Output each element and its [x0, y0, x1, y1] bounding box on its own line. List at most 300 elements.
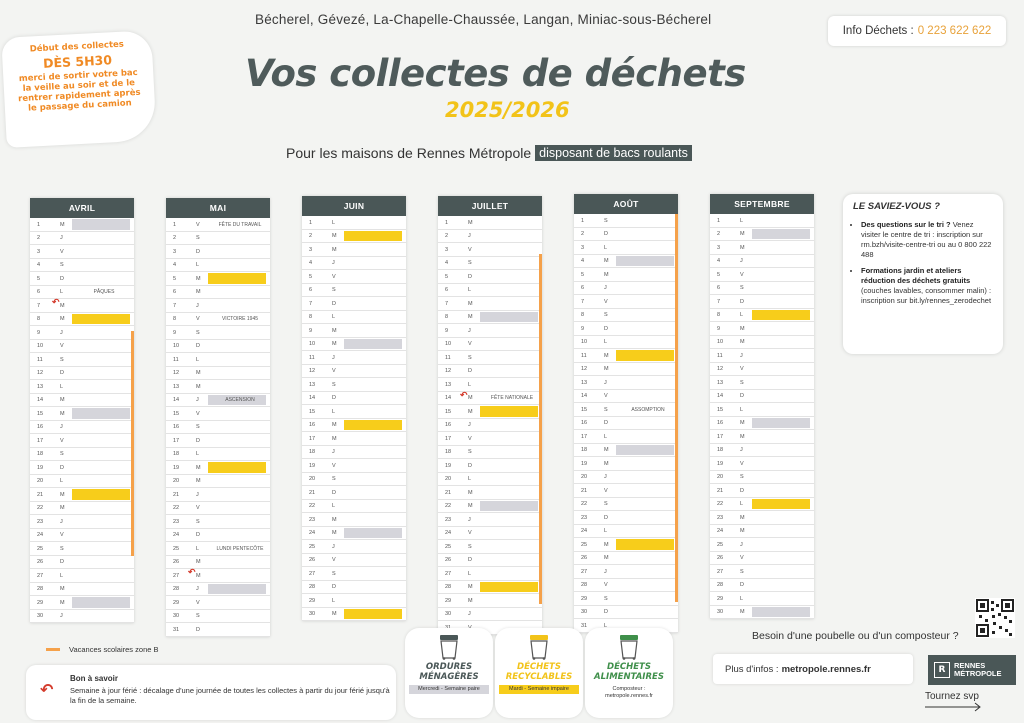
day-number: 17 [37, 437, 44, 444]
weekday-letter: V [196, 316, 200, 322]
day-number: 25 [581, 541, 588, 548]
day-row [302, 297, 406, 311]
month-column [574, 194, 678, 633]
info-label: Info Déchets : [842, 25, 914, 37]
weekday-letter: D [60, 370, 64, 376]
weekday-letter: L [604, 622, 608, 629]
day-number: 14 [37, 397, 44, 403]
day-row [302, 473, 406, 487]
day-row [166, 380, 270, 394]
day-number: 20 [173, 478, 180, 484]
info-phone[interactable]: 0 223 622 622 [917, 25, 992, 37]
day-number: 4 [173, 262, 177, 268]
day-row [438, 378, 542, 392]
day-row [438, 297, 542, 311]
weekday-letter: D [196, 437, 200, 444]
weekday-letter: D [604, 325, 608, 332]
weekday-letter: M [60, 599, 65, 606]
day-row [166, 434, 270, 448]
day-row [30, 596, 134, 610]
recyclables-collection-mark [344, 609, 402, 620]
weekday-letter: J [196, 586, 199, 592]
day-row [438, 405, 542, 419]
day-number: 29 [581, 595, 588, 602]
school-holiday-bar [131, 331, 134, 556]
day-rows [302, 216, 406, 621]
ordures-collection-mark [480, 501, 538, 512]
weekday-letter: D [196, 626, 200, 633]
day-row [438, 594, 542, 608]
weekday-letter: V [196, 221, 200, 228]
day-number: 2 [309, 233, 313, 239]
weekday-letter: M [196, 383, 201, 390]
day-row [30, 610, 134, 624]
weekday-letter: L [604, 244, 608, 251]
day-row [574, 403, 678, 417]
day-number: 17 [309, 435, 316, 442]
day-number: 3 [309, 246, 313, 253]
day-row [438, 608, 542, 622]
weekday-letter: S [604, 406, 608, 413]
day-number: 24 [445, 530, 452, 536]
day-row [438, 230, 542, 244]
weekday-letter: L [60, 289, 64, 295]
month-header: SEPTEMBRE [710, 194, 814, 214]
weekday-letter: M [468, 408, 473, 415]
info-dechets-box [828, 16, 1006, 46]
day-number: 28 [173, 586, 180, 592]
month-column [30, 198, 134, 623]
weekday-letter: L [468, 287, 472, 293]
bin-schedule: Mardi - Semaine impaire [499, 685, 579, 694]
day-row [30, 286, 134, 300]
day-row [30, 313, 134, 327]
day-number: 29 [37, 599, 44, 606]
recyclables-collection-mark [616, 350, 674, 361]
weekday-letter: M [332, 327, 337, 334]
day-row [302, 608, 406, 622]
day-number: 12 [581, 366, 588, 372]
weekday-letter: M [60, 410, 65, 417]
weekday-letter: L [196, 545, 200, 552]
weekday-letter: J [196, 491, 199, 498]
saviez-item2-text: (couches lavables, consommer malin) : inscription sur bit.ly/rennes_zerodechet [861, 286, 992, 305]
day-row [574, 457, 678, 471]
plus-infos-label: Plus d'infos : [725, 663, 779, 675]
logo-mark-icon: R [934, 662, 950, 678]
day-number: 6 [445, 287, 449, 293]
weekday-letter: J [60, 424, 63, 430]
weekday-letter: M [604, 352, 609, 359]
weekday-letter: M [196, 275, 201, 282]
day-number: 29 [717, 595, 724, 602]
weekday-letter: D [196, 248, 200, 255]
weekday-letter: M [196, 572, 201, 579]
day-number: 28 [717, 582, 724, 588]
day-number: 13 [581, 379, 588, 386]
day-row [438, 257, 542, 271]
day-number: 17 [445, 435, 452, 442]
day-row [710, 538, 814, 552]
day-number: 12 [445, 368, 452, 374]
weekday-letter: J [332, 449, 335, 455]
weekday-letter: S [468, 543, 472, 550]
day-number: 22 [717, 501, 724, 507]
plus-infos-link[interactable]: metropole.rennes.fr [781, 663, 871, 675]
day-row [574, 538, 678, 552]
weekday-letter: D [468, 462, 472, 469]
day-row [438, 365, 542, 379]
weekday-letter: V [740, 555, 744, 561]
day-row [166, 475, 270, 489]
day-number: 23 [37, 518, 44, 525]
day-number: 16 [309, 422, 316, 428]
day-row [166, 556, 270, 570]
day-row [30, 272, 134, 286]
day-row [574, 430, 678, 444]
day-row [574, 390, 678, 404]
day-row [574, 498, 678, 512]
weekday-letter: J [468, 327, 471, 334]
weekday-letter: M [740, 339, 745, 345]
day-row [438, 311, 542, 325]
weekday-letter: J [468, 516, 471, 523]
weekday-letter: M [604, 366, 609, 372]
day-number: 4 [445, 260, 449, 266]
day-row [166, 313, 270, 327]
day-number: 30 [37, 613, 44, 619]
weekday-letter: D [468, 368, 472, 374]
weekday-letter: V [196, 410, 200, 417]
day-row [438, 581, 542, 595]
day-number: 29 [173, 599, 180, 606]
day-row [302, 500, 406, 514]
day-number: 16 [717, 420, 724, 426]
weekday-letter: S [60, 356, 64, 363]
weekday-letter: M [60, 302, 65, 309]
day-number: 11 [581, 352, 587, 359]
weekday-letter: V [60, 437, 64, 444]
weekday-letter: D [604, 420, 608, 426]
day-number: 7 [717, 298, 721, 305]
day-number: 28 [37, 586, 44, 592]
weekday-letter: J [332, 543, 335, 550]
day-number: 5 [445, 273, 449, 280]
day-row [166, 529, 270, 543]
day-row [574, 471, 678, 485]
day-row [438, 419, 542, 433]
day-row [166, 583, 270, 597]
day-number: 10 [445, 341, 452, 347]
day-number: 25 [717, 541, 724, 548]
day-number: 25 [173, 545, 180, 552]
weekday-letter: S [332, 287, 336, 293]
day-row [710, 363, 814, 377]
weekday-letter: S [604, 595, 608, 602]
day-number: 25 [37, 545, 44, 552]
day-number: 14 [445, 395, 452, 401]
day-number: 4 [717, 258, 721, 264]
day-row [710, 268, 814, 282]
day-row [166, 245, 270, 259]
recyclables-collection-mark [208, 462, 266, 473]
weekday-letter: D [332, 584, 336, 590]
weekday-letter: L [196, 262, 200, 268]
subtitle-highlight: disposant de bacs roulants [535, 145, 692, 161]
day-number: 7 [581, 298, 585, 305]
weekday-letter: S [60, 545, 64, 552]
day-number: 8 [37, 316, 41, 322]
ordures-collection-mark [752, 229, 810, 240]
weekday-letter: S [196, 613, 200, 619]
weekday-letter: M [332, 341, 337, 347]
day-number: 7 [37, 302, 41, 309]
day-row [438, 351, 542, 365]
day-row [302, 243, 406, 257]
day-row [30, 475, 134, 489]
day-number: 15 [445, 408, 452, 415]
day-number: 8 [173, 316, 177, 322]
day-row [30, 448, 134, 462]
day-row [166, 515, 270, 529]
day-number: 22 [173, 505, 180, 511]
day-row [438, 338, 542, 352]
day-number: 31 [173, 626, 180, 633]
day-number: 6 [173, 289, 177, 295]
weekday-letter: S [740, 568, 744, 575]
day-number: 16 [445, 422, 452, 428]
weekday-letter: D [332, 395, 336, 401]
day-number: 18 [581, 447, 588, 453]
bin-title: DÉCHETS RECYCLABLES [505, 662, 573, 682]
day-row [30, 556, 134, 570]
weekday-letter: V [332, 273, 336, 280]
day-row [302, 513, 406, 527]
day-number: 16 [173, 424, 180, 430]
day-row [302, 324, 406, 338]
ordures-collection-mark [72, 408, 130, 419]
day-row [438, 284, 542, 298]
day-row [710, 511, 814, 525]
month-header: JUILLET [438, 196, 542, 216]
weekday-letter: D [60, 559, 64, 565]
day-number: 30 [445, 611, 452, 617]
ordures-collection-mark [752, 418, 810, 429]
collection-start-bubble [1, 30, 157, 148]
day-row [302, 446, 406, 460]
day-row [30, 461, 134, 475]
weekday-letter: M [196, 289, 201, 295]
day-number: 13 [717, 379, 724, 386]
ferie-arrow-icon: ↶ [460, 389, 468, 400]
day-number: 4 [581, 258, 585, 264]
ordures-collection-mark [344, 528, 402, 539]
weekday-letter: L [740, 406, 744, 413]
legend-vacances [46, 645, 159, 654]
day-row [710, 282, 814, 296]
day-number: 21 [37, 491, 44, 498]
day-row [30, 529, 134, 543]
day-row [710, 228, 814, 242]
weekday-letter: J [332, 354, 335, 361]
weekday-letter: V [332, 462, 336, 469]
day-number: 30 [717, 609, 724, 615]
day-row [710, 498, 814, 512]
weekday-letter: M [60, 397, 65, 403]
towns-list: Bécherel, Gévezé, La-Chapelle-Chaussée, Langan, Miniac-sous-Bécherel [255, 12, 712, 27]
weekday-letter: L [468, 381, 472, 388]
day-row [574, 444, 678, 458]
weekday-letter: S [196, 235, 200, 241]
weekday-letter: L [604, 339, 608, 345]
qr-code-icon[interactable] [975, 598, 1015, 638]
day-number: 20 [445, 476, 452, 482]
subtitle-text: Pour les maisons de Rennes Métropole [286, 145, 532, 161]
month-header: MAI [166, 198, 270, 218]
day-number: 6 [309, 287, 313, 293]
day-number: 22 [581, 501, 588, 507]
holiday-label: LUNDI PENTECÔTE [216, 545, 264, 552]
day-number: 20 [37, 478, 44, 484]
day-number: 2 [173, 235, 177, 241]
recycle-bin-icon [529, 634, 549, 660]
day-number: 2 [581, 231, 585, 237]
day-row [30, 340, 134, 354]
month-header: AOÛT [574, 194, 678, 214]
weekday-letter: L [740, 312, 744, 318]
weekday-letter: M [468, 489, 473, 496]
day-number: 27 [37, 572, 44, 579]
weekday-letter: M [468, 300, 473, 307]
day-number: 12 [717, 366, 724, 372]
recyclables-collection-mark [344, 231, 402, 242]
day-number: 9 [309, 327, 313, 334]
day-number: 6 [37, 289, 41, 295]
day-row [574, 579, 678, 593]
day-row [710, 417, 814, 431]
weekday-letter: D [196, 532, 200, 538]
day-number: 13 [309, 381, 316, 388]
day-number: 12 [173, 370, 180, 376]
weekday-letter: V [468, 246, 472, 253]
logo-line1: RENNES [954, 661, 986, 670]
weekday-letter: J [60, 235, 63, 241]
saviez-vous-box [843, 194, 1003, 354]
weekday-letter: V [468, 435, 472, 442]
weekday-letter: V [196, 599, 200, 606]
weekday-letter: L [604, 433, 608, 440]
day-number: 20 [717, 474, 724, 480]
day-number: 3 [717, 244, 721, 251]
day-number: 28 [581, 582, 588, 588]
weekday-letter: M [468, 395, 473, 401]
weekday-letter: V [740, 366, 744, 372]
trash-bin-icon [439, 634, 459, 660]
day-row [302, 594, 406, 608]
ordures-collection-mark [208, 584, 266, 595]
day-row [710, 214, 814, 228]
weekday-letter: S [196, 424, 200, 430]
day-number: 16 [37, 424, 44, 430]
day-row [30, 380, 134, 394]
day-row [574, 511, 678, 525]
day-number: 21 [717, 487, 724, 494]
day-row [438, 432, 542, 446]
weekday-letter: J [332, 260, 335, 266]
bin-card [405, 628, 493, 718]
day-number: 3 [173, 248, 177, 255]
day-row [30, 569, 134, 583]
day-number: 6 [717, 285, 721, 291]
weekday-letter: M [332, 611, 337, 617]
day-row [710, 376, 814, 390]
vacances-swatch [46, 648, 60, 651]
weekday-letter: M [604, 555, 609, 561]
day-number: 28 [309, 584, 316, 590]
weekday-letter: S [332, 381, 336, 388]
weekday-letter: S [468, 354, 472, 361]
day-row [574, 228, 678, 242]
day-row [166, 340, 270, 354]
weekday-letter: D [332, 300, 336, 307]
day-row [166, 326, 270, 340]
ordures-collection-mark [72, 219, 130, 230]
day-number: 7 [445, 300, 449, 307]
day-row [574, 525, 678, 539]
month-column [710, 194, 814, 619]
ferie-arrow-icon: ↶ [40, 680, 54, 699]
day-number: 30 [581, 609, 588, 615]
day-number: 26 [445, 557, 452, 563]
day-row [574, 417, 678, 431]
day-number: 1 [581, 217, 585, 224]
holiday-label: ASCENSION [225, 397, 255, 403]
weekday-letter: V [468, 341, 472, 347]
weekday-letter: D [604, 514, 608, 521]
day-row [574, 552, 678, 566]
day-row [574, 214, 678, 228]
day-number: 10 [309, 341, 316, 347]
day-number: 1 [309, 219, 313, 226]
day-row [710, 336, 814, 350]
day-number: 15 [717, 406, 724, 413]
recyclables-collection-mark [616, 539, 674, 550]
day-number: 19 [445, 462, 452, 469]
day-number: 9 [581, 325, 585, 332]
weekday-letter: M [468, 314, 473, 320]
day-number: 18 [445, 449, 452, 455]
day-number: 9 [173, 329, 177, 336]
weekday-letter: M [604, 258, 609, 264]
day-number: 23 [581, 514, 588, 521]
day-row [710, 471, 814, 485]
day-row [166, 610, 270, 624]
day-row [166, 421, 270, 435]
weekday-letter: J [196, 397, 199, 403]
day-number: 9 [445, 327, 449, 334]
day-row [574, 376, 678, 390]
weekday-letter: S [196, 329, 200, 336]
day-row [166, 488, 270, 502]
saviez-item1-bold: Des questions sur le tri ? [861, 220, 951, 229]
weekday-letter: S [604, 501, 608, 507]
weekday-letter: S [60, 451, 64, 457]
day-number: 14 [173, 397, 180, 403]
day-number: 27 [581, 568, 588, 575]
weekday-letter: L [332, 314, 336, 320]
ferie-arrow-icon: ↶ [188, 567, 196, 577]
day-row [302, 351, 406, 365]
